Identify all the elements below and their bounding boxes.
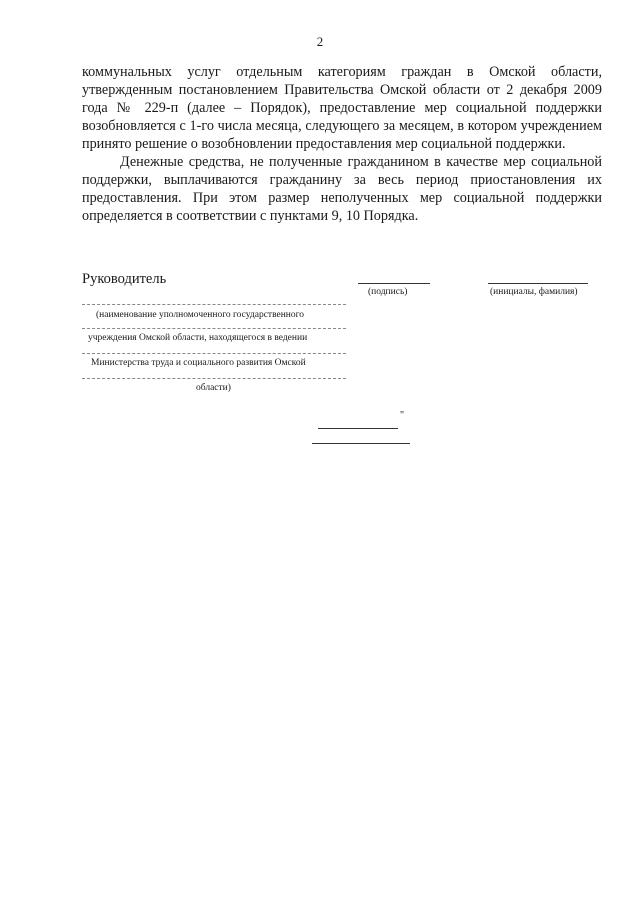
date-line-2 <box>312 443 410 444</box>
institution-caption-4: области) <box>196 383 231 393</box>
paragraph-1: коммунальных услуг отдельным категориям граждан в Омской области, утвержденным постановлением Правительства Омской области от 2 декабря 2009 года № 229-п (далее – Порядок), предоставление мер социальной поддержки возобновляется с 1-го числа месяца, следующего за месяцем, в котором учреждением принято решение о возобновлении предоставления мер социальной поддержки. <box>82 64 602 152</box>
institution-caption-1: (наименование уполномоченного государственного <box>96 310 305 320</box>
institution-line-1 <box>82 304 346 305</box>
paragraph-2: Денежные средства, не полученные гражданином в качестве мер социальной поддержки, выплачиваются гражданину за весь период приостановления их предоставления. При этом размер неполученных мер социальной поддержки определяется в соответствии с пунктами 9, 10 Порядка. <box>82 154 602 224</box>
institution-caption-3: Министерства труда и социального развития Омской <box>91 358 306 368</box>
institution-line-3 <box>82 353 346 354</box>
page-number: 2 <box>316 34 324 49</box>
head-label: Руководитель <box>82 271 167 287</box>
initials-line <box>488 283 588 284</box>
signature-line <box>358 283 430 284</box>
signature-caption: (подпись) <box>368 287 408 297</box>
date-line-1 <box>318 428 398 429</box>
body-text <box>82 63 602 225</box>
institution-line-2 <box>82 328 346 329</box>
institution-line-4 <box>82 378 346 379</box>
institution-caption-2: учреждения Омской области, находящегося в ведении <box>88 333 308 343</box>
date-quote-mark: " <box>400 410 405 421</box>
initials-caption: (инициалы, фамилия) <box>490 287 578 297</box>
